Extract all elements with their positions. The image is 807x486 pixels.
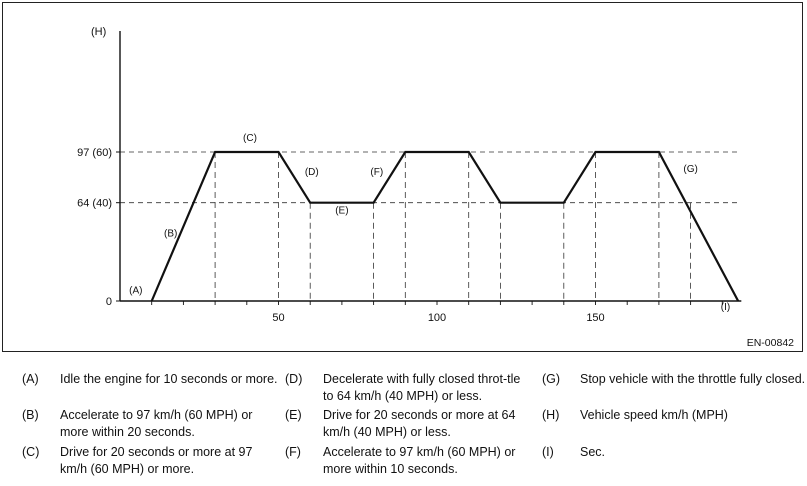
legend-key: (A)	[22, 372, 39, 386]
legend-key: (G)	[542, 372, 561, 386]
y-tick-label: 0	[105, 296, 112, 308]
x-tick-label: 50	[272, 312, 285, 324]
legend-key: (F)	[285, 445, 301, 459]
y-axis-label: (H)	[91, 26, 107, 38]
figure-code: EN-00842	[746, 337, 794, 349]
legend-text: Accelerate to 97 km/h (60 MPH) or more within 10 seconds.	[323, 445, 516, 476]
chart-labels	[77, 26, 730, 324]
legend-key: (E)	[285, 408, 302, 422]
legend-key: (B)	[22, 408, 39, 422]
legend-key: (H)	[542, 408, 560, 422]
legend-text: Vehicle speed km/h (MPH)	[580, 408, 728, 422]
speed-line	[152, 152, 738, 301]
drive-cycle-chart	[3, 3, 802, 351]
legend-text: Sec.	[580, 445, 606, 459]
point-label: (D)	[304, 167, 319, 179]
axes	[116, 31, 741, 305]
point-label: (F)	[370, 167, 384, 179]
legend-text: Drive for 20 seconds or more at 64 km/h (40 MPH) or less.	[323, 408, 516, 439]
diagram-frame	[2, 2, 803, 352]
legend-text: Drive for 20 seconds or more at 97 km/h (60 MPH) or more.	[60, 445, 253, 476]
legend-text: Accelerate to 97 km/h (60 MPH) or more within 20 seconds.	[60, 408, 253, 439]
point-label: (I)	[720, 302, 731, 314]
legend-key: (C)	[22, 445, 40, 459]
y-tick-label: 64 (40)	[77, 197, 112, 210]
guide-lines	[120, 152, 738, 301]
y-tick-label: 97 (60)	[77, 147, 112, 159]
legend-text: Stop vehicle with the throttle fully closed.	[580, 372, 806, 386]
speed-profile	[152, 152, 738, 301]
legend-text: Decelerate with fully closed throt-tle to 64 km/h (40 MPH) or less.	[323, 372, 521, 403]
legend-key: (I)	[542, 445, 554, 459]
point-label: (A)	[129, 285, 143, 297]
x-tick-label: 100	[427, 312, 447, 324]
point-label: (B)	[164, 228, 178, 240]
x-tick-label: 150	[586, 312, 605, 324]
legend-key: (D)	[285, 372, 303, 386]
point-label: (E)	[335, 205, 349, 217]
legend-text: Idle the engine for 10 seconds or more.	[60, 372, 278, 386]
point-label: (C)	[243, 133, 257, 145]
point-label: (G)	[683, 163, 698, 175]
